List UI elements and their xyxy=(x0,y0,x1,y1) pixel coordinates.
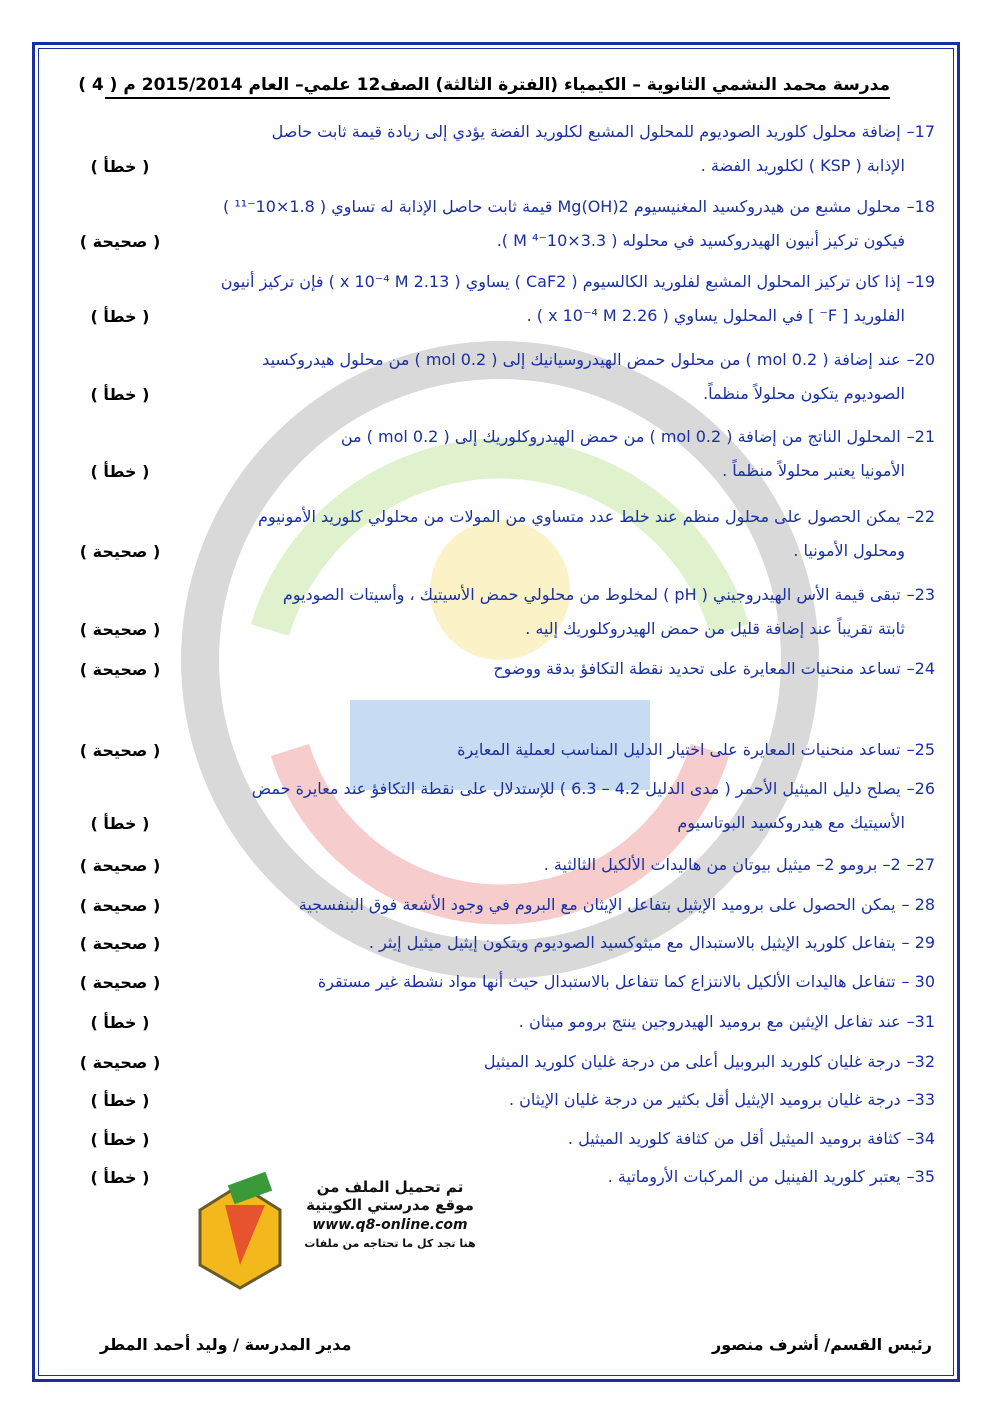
question-text-line xyxy=(60,420,935,454)
question-item xyxy=(60,1045,935,1079)
question-item xyxy=(60,965,935,999)
question-text-line xyxy=(60,343,935,377)
question-text: المحلول الناتج من إضافة ( 0.2 mol ) من حمض الهيدروكلوريك إلى ( 0.2 mol ) من xyxy=(340,427,901,446)
question-text-line xyxy=(60,299,935,333)
question-item xyxy=(60,190,935,258)
question-number: 28 – xyxy=(901,895,935,914)
question-text-line xyxy=(60,1045,935,1079)
question-number: 29 – xyxy=(901,933,935,952)
question-text: 2– برومو 2– ميثيل بيوتان من هاليدات الألكيل الثالثية . xyxy=(543,855,901,874)
question-text: فيكون تركيز أنيون الهيدروكسيد في محلوله ( 3.3×10⁻⁴ M ). xyxy=(496,231,905,250)
question-text: كثافة بروميد الميثيل أقل من كثافة كلوريد الميثيل . xyxy=(567,1129,901,1148)
question-number: 31– xyxy=(906,1012,935,1031)
question-text-line xyxy=(60,190,935,224)
answer-label: ( صحيحة ) xyxy=(79,896,161,915)
question-text-line xyxy=(60,115,935,149)
answer-label: ( خطأ ) xyxy=(90,1168,150,1187)
question-item xyxy=(60,578,935,646)
answer-label: ( صحيحة ) xyxy=(79,973,161,992)
logo-url: www.q8-online.com xyxy=(312,1217,468,1233)
logo-tagline: هنا تجد كل ما تحتاجه من ملفات xyxy=(304,1237,476,1250)
question-text-line xyxy=(60,965,935,999)
answer-label: ( خطأ ) xyxy=(90,157,150,176)
answer-label: ( صحيحة ) xyxy=(79,1053,161,1072)
question-item xyxy=(60,888,935,922)
answer-label: ( خطأ ) xyxy=(90,462,150,481)
question-item xyxy=(60,1122,935,1156)
question-text-line xyxy=(60,578,935,612)
question-item xyxy=(60,772,935,840)
question-text: الأسيتيك مع هيدروكسيد البوتاسيوم xyxy=(677,813,905,832)
answer-label: ( صحيحة ) xyxy=(79,660,161,679)
question-item xyxy=(60,500,935,568)
answer-label: ( صحيحة ) xyxy=(79,620,161,639)
question-text: درجة غليان بروميد الإيثيل أقل بكثير من درجة غليان الإيثان . xyxy=(509,1090,901,1109)
question-text-line xyxy=(60,1122,935,1156)
answer-label: ( خطأ ) xyxy=(90,385,150,404)
question-text: يصلح دليل الميثيل الأحمر ( مدى الدليل 4.2 – 6.3 ) للإستدلال على نقطة التكافؤ عند معايرة حمض xyxy=(251,779,901,798)
question-text: الفلوريد [ F⁻ ] في المحلول يساوي ( 2.26 x 10⁻⁴ M ) . xyxy=(526,306,905,325)
question-item xyxy=(60,420,935,488)
answer-label: ( صحيحة ) xyxy=(79,741,161,760)
answer-label: ( صحيحة ) xyxy=(79,934,161,953)
question-item xyxy=(60,926,935,960)
question-number: 23– xyxy=(906,585,935,604)
question-text: الأمونيا يعتبر محلولاً منظماً . xyxy=(722,461,905,480)
question-text-line xyxy=(60,454,935,488)
question-text-line xyxy=(60,772,935,806)
site-logo-text xyxy=(290,1178,490,1250)
question-text: يتفاعل كلوريد الإيثيل بالاستبدال مع ميثوكسيد الصوديوم ويتكون إيثيل ميثيل إيثر . xyxy=(368,933,896,952)
question-item xyxy=(60,265,935,333)
question-text: تساعد منحنيات المعايرة على اختيار الدليل المناسب لعملية المعايرة xyxy=(457,740,901,759)
question-text-line xyxy=(60,377,935,411)
answer-label: ( خطأ ) xyxy=(90,814,150,833)
logo-line-1: تم تحميل الملف من xyxy=(316,1178,464,1196)
question-text-line xyxy=(60,149,935,183)
question-text-line xyxy=(60,652,935,686)
question-item xyxy=(60,343,935,411)
question-text: يمكن الحصول على بروميد الإيثيل بتفاعل الإيثان مع البروم في وجود الأشعة فوق البنفسجية xyxy=(298,895,896,914)
question-number: 27– xyxy=(906,855,935,874)
answer-label: ( صحيحة ) xyxy=(79,542,161,561)
question-text: تبقى قيمة الأس الهيدروجيني ( pH ) لمخلوط من محلولي حمض الأسيتيك ، وأسيتات الصوديوم xyxy=(282,585,901,604)
question-text-line xyxy=(60,265,935,299)
question-text: درجة غليان كلوريد البروبيل أعلى من درجة غليان كلوريد الميثيل xyxy=(483,1052,901,1071)
question-item xyxy=(60,1005,935,1039)
question-number: 25– xyxy=(906,740,935,759)
question-number: 35– xyxy=(906,1167,935,1186)
question-number: 24– xyxy=(906,659,935,678)
question-number: 21– xyxy=(906,427,935,446)
question-text: يمكن الحصول على محلول منظم عند خلط عدد متساوي من المولات من محلولي كلوريد الأمونيوم xyxy=(258,507,901,526)
question-text: إذا كان تركيز المحلول المشبع لفلوريد الكالسيوم ( CaF2 ) يساوي ( 2.13 x 10⁻⁴ M ) فإن تركيز أنيون xyxy=(220,272,901,291)
question-number: 32– xyxy=(906,1052,935,1071)
page-header: مدرسة محمد النشمي الثانوية – الكيمياء (الفترة الثالثة) الصف12 علمي– العام 2015/2014 م ( 4 ) xyxy=(105,75,890,99)
question-number: 34– xyxy=(906,1129,935,1148)
question-text-line xyxy=(60,612,935,646)
answer-label: ( صحيحة ) xyxy=(79,232,161,251)
question-item xyxy=(60,848,935,882)
question-text: تساعد منحنيات المعايرة على تحديد نقطة التكافؤ بدقة ووضوح xyxy=(493,659,901,678)
question-number: 30 – xyxy=(901,972,935,991)
question-text-line xyxy=(60,888,935,922)
question-number: 18– xyxy=(906,197,935,216)
answer-label: ( خطأ ) xyxy=(90,1130,150,1149)
question-text-line xyxy=(60,848,935,882)
question-text: الصوديوم يتكون محلولاً منظماً. xyxy=(703,384,905,403)
question-text: تتفاعل هاليدات الألكيل بالانتزاع كما تتفاعل بالاستبدال حيث أنها مواد نشطة غير مستقرة xyxy=(317,972,896,991)
logo-line-2: موقع مدرستي الكويتية xyxy=(306,1196,474,1214)
question-text: ومحلول الأمونيا . xyxy=(793,541,905,560)
answer-label: ( خطأ ) xyxy=(90,1091,150,1110)
answer-label: ( خطأ ) xyxy=(90,1013,150,1032)
question-text: إضافة محلول كلوريد الصوديوم للمحلول المشبع لكلوريد الفضة يؤدي إلى زيادة قيمة ثابت حاصل xyxy=(271,122,901,141)
question-item xyxy=(60,652,935,686)
answer-label: ( صحيحة ) xyxy=(79,856,161,875)
question-number: 19– xyxy=(906,272,935,291)
question-text: يعتبر كلوريد الفينيل من المركبات الأروماتية . xyxy=(607,1167,901,1186)
question-text: الإذابة ( KSP ) لكلوريد الفضة . xyxy=(700,156,905,175)
question-number: 22– xyxy=(906,507,935,526)
question-number: 26– xyxy=(906,779,935,798)
question-text-line xyxy=(60,534,935,568)
question-text: محلول مشبع من هيدروكسيد المغنيسيوم Mg(OH)2 قيمة ثابت حاصل الإذابة له تساوي ( 1.8×10⁻¹¹ ) xyxy=(222,197,901,216)
question-number: 17– xyxy=(906,122,935,141)
question-text: عند إضافة ( 0.2 mol ) من محلول حمض الهيدروسيانيك إلى ( 0.2 mol ) من محلول هيدروكسيد xyxy=(262,350,901,369)
footer-department-head: رئيس القسم/ أشرف منصور xyxy=(712,1335,932,1354)
question-item xyxy=(60,733,935,767)
question-text: عند تفاعل الإيثين مع بروميد الهيدروجين ينتج برومو ميثان . xyxy=(518,1012,901,1031)
question-text-line xyxy=(60,733,935,767)
question-text-line xyxy=(60,224,935,258)
question-text-line xyxy=(60,1005,935,1039)
question-text-line xyxy=(60,806,935,840)
question-item xyxy=(60,115,935,183)
question-number: 33– xyxy=(906,1090,935,1109)
question-text: ثابتة تقريباً عند إضافة قليل من حمض الهيدروكلوريك إليه . xyxy=(525,619,905,638)
question-text-line xyxy=(60,1083,935,1117)
question-text-line xyxy=(60,926,935,960)
question-item xyxy=(60,1083,935,1117)
question-number: 20– xyxy=(906,350,935,369)
answer-label: ( خطأ ) xyxy=(90,307,150,326)
question-text-line xyxy=(60,500,935,534)
footer-principal: مدير المدرسة / وليد أحمد المطر xyxy=(100,1335,352,1354)
